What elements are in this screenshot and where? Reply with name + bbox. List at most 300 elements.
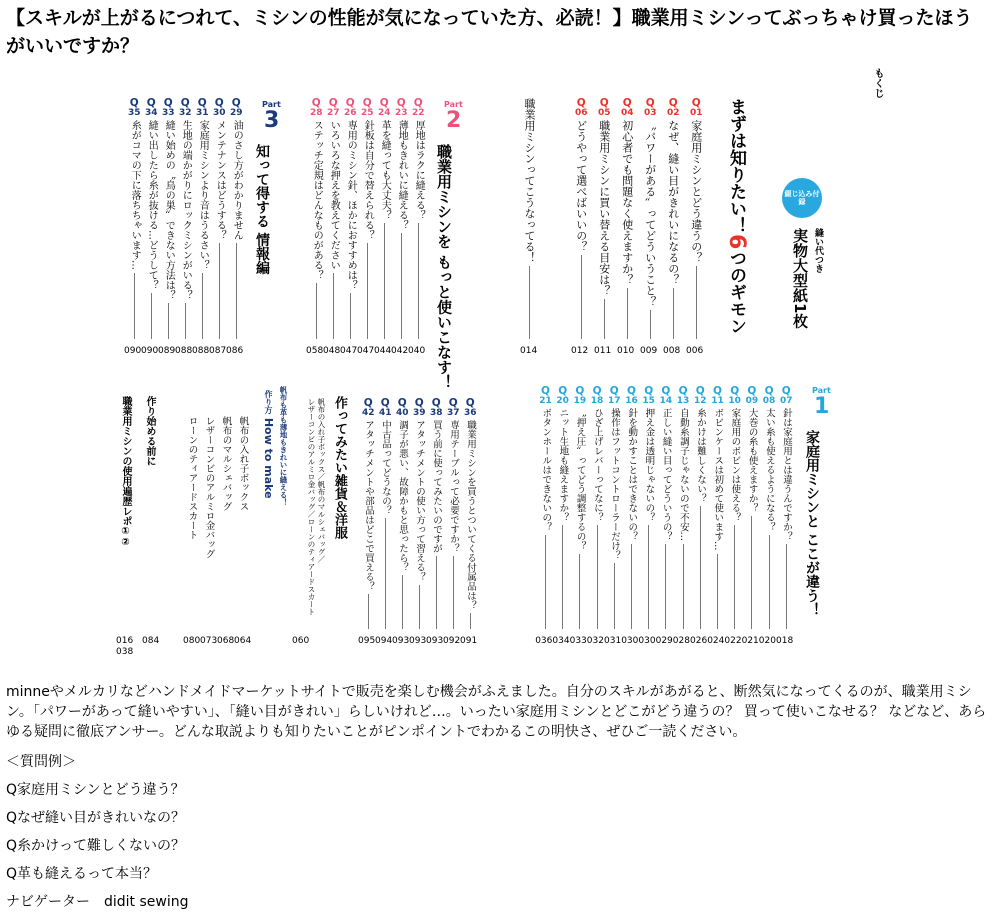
- page-number: 030: [638, 636, 656, 646]
- page-number: 084: [142, 636, 160, 646]
- leader-line: [219, 243, 220, 339]
- question-number: 40: [396, 407, 409, 418]
- question-text: 針板は自分で替えられる？: [362, 120, 374, 241]
- leader-line: [786, 544, 787, 629]
- q-mark: Q: [396, 97, 406, 109]
- question-text: 家庭用のボビンは使える？: [729, 408, 741, 523]
- furoku-small: 縫い代つき: [813, 228, 823, 273]
- part-title: 家庭用ミシンと ここが違う！: [804, 430, 820, 617]
- leader-line: [134, 273, 135, 339]
- q-mark: Q: [231, 97, 241, 109]
- q-mark: Q: [180, 97, 190, 109]
- toc-entry: [642, 386, 655, 629]
- toc-entry: [598, 98, 611, 339]
- furoku-badge: 綴じ込み付録: [782, 178, 822, 218]
- question-number: 10: [728, 395, 741, 406]
- leader-line: [683, 544, 684, 629]
- q-mark: Q: [747, 385, 757, 397]
- leader-line: [333, 273, 334, 339]
- leader-line: [202, 273, 203, 339]
- page-number: 044: [374, 346, 392, 356]
- q-mark: Q: [645, 97, 655, 109]
- leader-line: [717, 554, 718, 629]
- leader-line: [700, 506, 701, 629]
- leader-line: [631, 544, 632, 629]
- toc-entry: [763, 386, 776, 629]
- page-number: 022: [724, 636, 742, 646]
- toc-entry: [556, 386, 569, 629]
- part-number: 3: [264, 108, 280, 133]
- question-text: ボビンケースは初めて使います…: [712, 408, 724, 551]
- leader-line: [769, 535, 770, 629]
- page-number: 086: [226, 346, 244, 356]
- leader-line: [185, 303, 186, 339]
- question-number: 03: [644, 107, 657, 118]
- q-mark: Q: [129, 97, 139, 109]
- question-number: 09: [745, 395, 759, 406]
- page-number: 087: [209, 346, 227, 356]
- toc-entry: [524, 98, 535, 339]
- question-number: 28: [310, 107, 323, 118]
- leader-line: [385, 518, 386, 629]
- question-number: 05: [598, 107, 611, 118]
- leader-line: [419, 585, 420, 629]
- question-text: 正しい縫い目ってどういうの？: [660, 408, 672, 542]
- question-text: ステッチ定規はどんなものがある？: [311, 120, 323, 281]
- page-number: 064: [234, 636, 252, 646]
- question-text: 糸がコマの下に落ちちゃいます…: [129, 120, 141, 271]
- toc-entry: [625, 386, 638, 629]
- page-number: 033: [569, 636, 587, 646]
- page-number: 095: [358, 636, 376, 646]
- howto-label: How to make: [262, 414, 275, 499]
- q-mark: Q: [431, 397, 441, 409]
- toc-entry: [187, 416, 197, 540]
- question-text: 縫い出したら糸が抜ける…どうして？: [146, 120, 158, 291]
- leader-line: [751, 516, 752, 629]
- toc-entry: [221, 416, 231, 511]
- question-number: 13: [676, 395, 690, 406]
- q-mark: Q: [592, 385, 602, 397]
- toc-entry: [327, 98, 340, 339]
- make-tag: 帆布も革も薄地もきれいに縫える！: [279, 386, 288, 506]
- q-mark: Q: [214, 97, 224, 109]
- page-number: 008: [663, 346, 681, 356]
- toc-entry: [362, 398, 375, 629]
- part-number: 1: [814, 394, 830, 419]
- question-text: 油のさし方がわかりません: [231, 120, 243, 241]
- question-text: ひざ上げレバーってなに？: [591, 408, 603, 523]
- item-text: 帆布の入れ子ボックス: [237, 416, 249, 511]
- question-number: 14: [659, 395, 673, 406]
- question-item: Q糸かけって難しくないの？: [6, 838, 186, 854]
- q-mark: Q: [695, 385, 705, 397]
- table-of-contents-image: [112, 68, 892, 658]
- page-number: 080: [183, 636, 201, 646]
- toc-entry: [608, 386, 621, 629]
- question-text: 生地の端かがりにロックミシンがいる？: [180, 120, 192, 301]
- q-mark: Q: [311, 97, 321, 109]
- page-number: 093: [426, 636, 444, 646]
- question-header: ＜質問例＞: [6, 754, 76, 770]
- q-mark: Q: [622, 97, 632, 109]
- q-mark: Q: [626, 385, 636, 397]
- question-text: 専用テーブルって必要ですか？: [448, 420, 460, 554]
- page-number: 068: [217, 636, 235, 646]
- report-text: 職業用ミシンの使用遍歴レポ①②: [120, 396, 131, 548]
- toc-entry: [395, 98, 408, 339]
- make-subtitle: 帆布の入れ子ボックス／帆布のマルシェバッグ／: [317, 398, 326, 563]
- question-text: いろいろな押えを教えてください: [328, 120, 340, 271]
- question-number: 38: [430, 407, 443, 418]
- leader-line: [368, 594, 369, 629]
- toc-entry: [677, 386, 690, 629]
- question-number: 35: [128, 107, 141, 118]
- leader-line: [545, 535, 546, 629]
- page-number: 036: [535, 636, 553, 646]
- question-number: 18: [590, 395, 604, 406]
- toc-entry: [128, 98, 141, 339]
- toc-entry: [162, 98, 175, 339]
- page-number: 038: [116, 647, 134, 657]
- question-number: 12: [694, 395, 707, 406]
- question-number: 41: [379, 407, 392, 418]
- toc-entry: [746, 386, 759, 629]
- page-number: 088: [192, 346, 210, 356]
- howto-title: [262, 390, 275, 499]
- question-item: Q家庭用ミシンとどう違う？: [6, 782, 185, 798]
- page-number: 092: [443, 636, 461, 646]
- question-text: 押え金は透明じゃないの？: [643, 408, 655, 523]
- page-number: 014: [520, 346, 538, 356]
- question-text: 専用のミシン針、ほかにおすすめは？: [345, 120, 357, 291]
- q-mark: Q: [576, 97, 586, 109]
- toc-entry: [660, 386, 673, 629]
- question-text: 大巻の糸も使えますか？: [746, 408, 758, 513]
- leader-line: [168, 303, 169, 339]
- toc-entry: [430, 398, 443, 629]
- question-text: 中古品ってどうなの？: [380, 420, 392, 516]
- question-number: 02: [667, 107, 680, 118]
- leader-line: [470, 613, 471, 629]
- question-text: ニット生地も縫えますか？: [557, 408, 569, 523]
- page-number: 040: [408, 346, 426, 356]
- leader-line: [734, 525, 735, 629]
- q-mark: Q: [558, 385, 568, 397]
- page-number: 073: [200, 636, 218, 646]
- q-mark: Q: [163, 97, 173, 109]
- toc-entry: [413, 398, 426, 629]
- toc-entry: [344, 98, 357, 339]
- leader-line: [650, 310, 651, 339]
- question-number: 42: [362, 407, 375, 418]
- page-number: 010: [617, 346, 635, 356]
- page-number: 090: [141, 346, 159, 356]
- q-mark: Q: [730, 385, 740, 397]
- question-number: 29: [230, 107, 243, 118]
- q-mark: Q: [661, 385, 671, 397]
- page-number: 047: [357, 346, 375, 356]
- toc-entry: [144, 396, 154, 466]
- question-text: 家庭用ミシンとどう違うの？: [689, 120, 703, 264]
- question-text: 職業用ミシンに買い替える目安は？: [597, 120, 611, 297]
- part-label: Part: [812, 386, 831, 395]
- q-mark: Q: [540, 385, 550, 397]
- toc-entry: [447, 398, 460, 629]
- part-number: 2: [446, 108, 462, 133]
- q-mark: Q: [712, 385, 722, 397]
- leader-line: [696, 266, 697, 339]
- page-number: 060: [292, 636, 310, 646]
- page-number: 042: [391, 346, 409, 356]
- page-number: 088: [175, 346, 193, 356]
- toc-entry: [213, 98, 226, 339]
- question-text: 〝押え圧〟ってどう調整するの？: [574, 408, 586, 551]
- question-number: 04: [621, 107, 634, 118]
- question-text: 革を縫っても大丈夫？: [379, 120, 391, 221]
- q-mark: Q: [609, 385, 619, 397]
- question-text: 太い糸も使えるようになる？: [763, 408, 775, 532]
- toc-entry: [574, 386, 587, 629]
- question-text: 初心者でも問題なく使えますか？: [620, 120, 634, 286]
- page-number: 030: [621, 636, 639, 646]
- question-number: 07: [780, 395, 793, 406]
- page-number: 020: [758, 636, 776, 646]
- toc-entry: [204, 416, 214, 559]
- question-text: 薄地もきれいに縫える？: [396, 120, 408, 231]
- q-mark: Q: [146, 97, 156, 109]
- intro-title: まずは知りたい！6つのギモン: [724, 98, 749, 335]
- page-number: 031: [604, 636, 622, 646]
- page-number: 018: [776, 636, 794, 646]
- question-text: アタッチメントや部品はどこで買える？: [363, 420, 375, 592]
- question-text: ボタンホールはできないの？: [540, 408, 552, 532]
- page-number: 093: [392, 636, 410, 646]
- q-mark: Q: [197, 97, 207, 109]
- page-number: 011: [594, 346, 612, 356]
- q-mark: Q: [599, 97, 609, 109]
- page-number: 089: [158, 346, 176, 356]
- question-number: 27: [327, 107, 340, 118]
- q-mark: Q: [380, 397, 390, 409]
- part-title: 知って得する 情報編: [254, 144, 270, 275]
- question-number: 31: [196, 107, 209, 118]
- question-number: 26: [344, 107, 357, 118]
- page-headline: 【スキルが上がるにつれて、ミシンの性能が気になっていた方、必読！】職業用ミシンってぶっちゃけ買ったほうがいいですか？: [6, 7, 973, 57]
- q-mark: Q: [644, 385, 654, 397]
- question-number: 11: [711, 395, 724, 406]
- toc-entry: [412, 98, 425, 339]
- question-number: 23: [395, 107, 408, 118]
- q-mark: Q: [413, 97, 423, 109]
- page-number: 091: [460, 636, 478, 646]
- question-text: 家庭用ミシンより音はうるさい？: [197, 120, 209, 271]
- question-text: 自動糸調子じゃないので不安…: [677, 408, 689, 542]
- question-number: 21: [539, 395, 552, 406]
- leader-line: [401, 233, 402, 339]
- toc-entry: [694, 386, 707, 629]
- page-number: 047: [340, 346, 358, 356]
- question-text: 職業用ミシンを買うとついてくる付属品は？: [465, 420, 477, 611]
- toc-entry: [575, 98, 588, 339]
- toc-entry: [464, 398, 477, 629]
- question-text: 針を動かすことはできないの？: [626, 408, 638, 542]
- question-text: 〝パワーがある〟ってどういうこと？: [643, 120, 657, 308]
- leader-line: [436, 556, 437, 629]
- q-mark: Q: [363, 397, 373, 409]
- leader-line: [384, 223, 385, 339]
- q-mark: Q: [362, 97, 372, 109]
- q-mark: Q: [465, 397, 475, 409]
- question-number: 25: [361, 107, 374, 118]
- question-number: 16: [625, 395, 638, 406]
- question-text: 針は家庭用とは違うんですか？: [781, 408, 793, 542]
- page-number: 094: [375, 636, 393, 646]
- description-text: minneやメルカリなどハンドメイドマーケットサイトで販売を楽しむ機会がふえました。自分のスキルがあがると、断然気になってくるのが、職業用ミシン。「パワーがあって縫いやすい」、「縫い目がきれい」らしいけれど…。いったい家庭用ミシンとどこがどう違うの？ 買って使いこなせる？ などなど、あらゆる疑問に徹底アンサー。どんな取説よりも知りたいことがピンポイントでわかるこの明快さ、ぜひご一読ください。: [6, 684, 987, 740]
- question-item: Qなぜ縫い目がきれいなの？: [6, 810, 186, 826]
- question-number: 30: [213, 107, 226, 118]
- question-number: 39: [413, 407, 426, 418]
- q-mark: Q: [379, 97, 389, 109]
- item-text: 帆布のマルシェバッグ: [220, 416, 232, 511]
- leader-line: [627, 288, 628, 339]
- q-mark: Q: [328, 97, 338, 109]
- item-text: ローンのティアードスカート: [186, 416, 198, 540]
- question-number: 22: [412, 107, 425, 118]
- page-number: 006: [686, 346, 704, 356]
- question-text: 厚地はラクに縫える？: [413, 120, 425, 221]
- question-number: 37: [447, 407, 460, 418]
- page-number: 024: [707, 636, 725, 646]
- q-mark: Q: [575, 385, 585, 397]
- page-number: 034: [552, 636, 570, 646]
- question-number: 06: [575, 107, 588, 118]
- make-title: 作ってみたい雑貨＆洋服: [332, 396, 347, 539]
- toc-entry: [310, 98, 323, 339]
- toc-entry: [621, 98, 634, 339]
- question-text: どうやって選べばいいの？: [574, 120, 588, 253]
- leader-line: [236, 243, 237, 339]
- page-number: 058: [306, 346, 324, 356]
- question-number: 34: [145, 107, 158, 118]
- leader-line: [367, 243, 368, 339]
- question-text: 操作はフットコントローラーだけ？: [609, 408, 621, 561]
- toc-entry: [379, 398, 392, 629]
- toc-entry: [179, 98, 192, 339]
- leader-line: [402, 575, 403, 629]
- part-label: Part: [444, 100, 463, 109]
- q-mark: Q: [345, 97, 355, 109]
- part-title: 職業用ミシンを もっと使いこなす！: [435, 144, 453, 390]
- q-mark: Q: [691, 97, 701, 109]
- mokuji-label: もくじ: [872, 68, 883, 98]
- toc-entry: [120, 396, 130, 548]
- page-number: 026: [690, 636, 708, 646]
- question-text: なぜ、縫い目がきれいになるの？: [666, 120, 680, 286]
- page-number: 012: [571, 346, 589, 356]
- question-item: Q革も縫えるって本当？: [6, 866, 158, 882]
- page-number: 016: [116, 636, 134, 646]
- q-mark: Q: [678, 385, 688, 397]
- leader-line: [581, 255, 582, 339]
- page-number: 048: [323, 346, 341, 356]
- question-number: 20: [556, 395, 569, 406]
- toc-entry: [145, 98, 158, 339]
- toc-entry: [396, 398, 409, 629]
- make-subtitle-2: レザーコンビのアルミロ金バッグ／ローンのティアードスカート: [307, 398, 316, 616]
- page-number: 021: [741, 636, 759, 646]
- leader-line: [418, 223, 419, 339]
- question-number: 17: [608, 395, 621, 406]
- q-mark: Q: [414, 397, 424, 409]
- leader-line: [597, 525, 598, 629]
- toc-entry: [361, 98, 374, 339]
- leader-line: [529, 266, 530, 339]
- question-number: 32: [179, 107, 192, 118]
- toc-entry: [238, 416, 248, 511]
- question-number: 19: [573, 395, 587, 406]
- question-text: 糸かけは難しくない？: [695, 408, 707, 504]
- item-text: レザーコンビのアルミロ金バッグ: [203, 416, 215, 559]
- toc-entry: [230, 98, 243, 339]
- leader-line: [350, 293, 351, 339]
- toc-entry: [780, 386, 793, 629]
- page-number: 028: [672, 636, 690, 646]
- question-text: アタッチメントの使い方って習える？: [414, 420, 426, 582]
- leader-line: [579, 554, 580, 629]
- question-number: 33: [162, 107, 175, 118]
- q-mark: Q: [397, 397, 407, 409]
- question-number: 36: [464, 407, 477, 418]
- question-text: 縫い始めの〝鳥の巣〟できない方法は？: [163, 120, 175, 301]
- page-number: 029: [655, 636, 673, 646]
- question-text: 職業用ミシンってこうなってる！: [523, 98, 536, 263]
- page-number: 090: [124, 346, 142, 356]
- leader-line: [151, 293, 152, 339]
- toc-entry: [539, 386, 552, 629]
- question-text: 買う前に使ってみたいのですが: [431, 420, 443, 554]
- start-text: 作り始める前に: [144, 396, 155, 466]
- leader-line: [648, 525, 649, 629]
- question-number: 15: [642, 395, 655, 406]
- leader-line: [614, 563, 615, 629]
- question-number: 01: [690, 107, 703, 118]
- page-number: 093: [409, 636, 427, 646]
- howto-prefix: 作り方: [264, 390, 273, 414]
- part-label: Part: [262, 100, 281, 109]
- toc-entry: [728, 386, 741, 629]
- furoku-title: 実物大型紙1枚: [791, 228, 809, 329]
- q-mark: Q: [781, 385, 791, 397]
- q-mark: Q: [668, 97, 678, 109]
- navigator-credit: ナビゲーター didit sewing: [6, 894, 189, 910]
- question-text: メンテナンスはどうする？: [214, 120, 226, 241]
- q-mark: Q: [764, 385, 774, 397]
- leader-line: [604, 299, 605, 339]
- toc-entry: [644, 98, 657, 339]
- question-number: 24: [378, 107, 391, 118]
- toc-entry: [711, 386, 724, 629]
- leader-line: [562, 525, 563, 629]
- toc-entry: [667, 98, 680, 339]
- leader-line: [453, 556, 454, 629]
- question-text: 調子が悪い、故障かもと思ったら？: [397, 420, 409, 573]
- toc-entry: [591, 386, 604, 629]
- toc-entry: [690, 98, 703, 339]
- leader-line: [316, 283, 317, 339]
- page-number: 009: [640, 346, 658, 356]
- q-mark: Q: [448, 397, 458, 409]
